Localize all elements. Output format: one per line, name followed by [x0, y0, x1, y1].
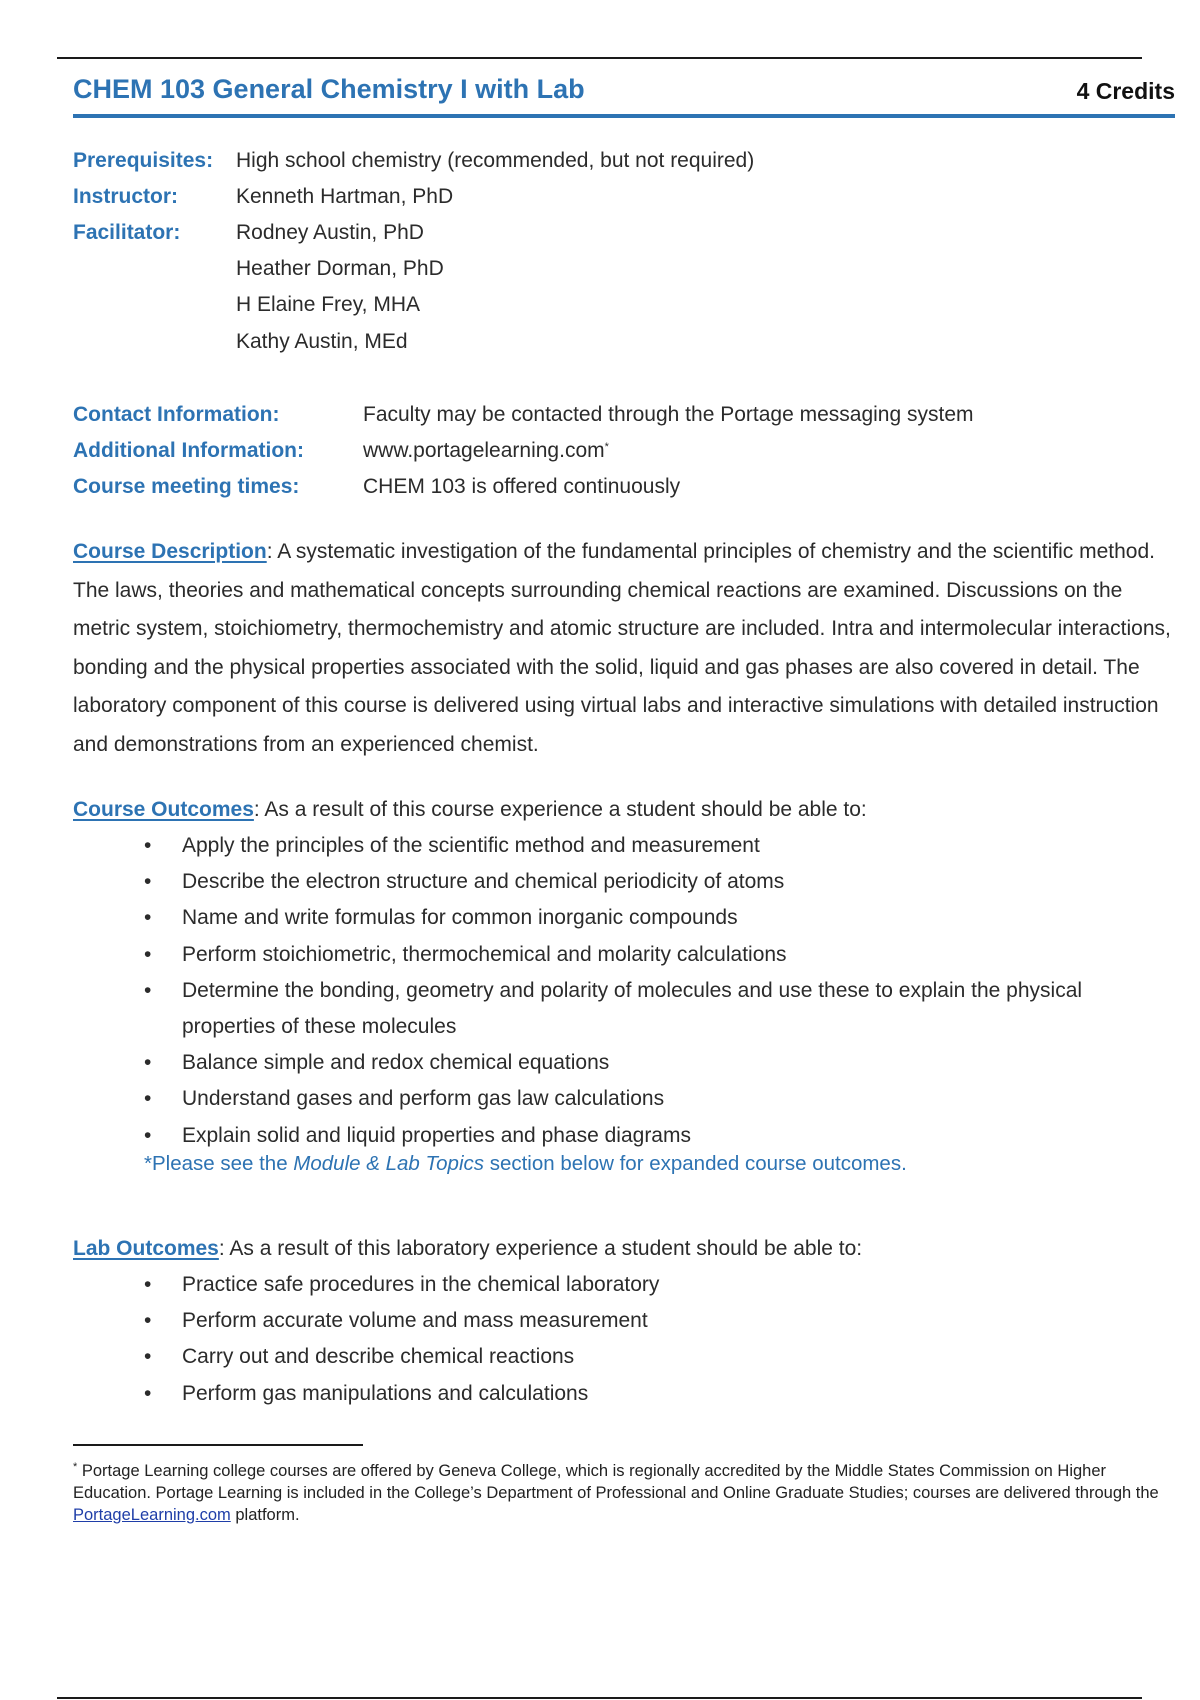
- facilitator-value: Rodney Austin, PhD: [236, 221, 424, 244]
- list-item-text: Understand gases and perform gas law calculations: [182, 1087, 665, 1111]
- list-item-text: Carry out and describe chemical reactions: [182, 1345, 575, 1369]
- list-item-text: Apply the principles of the scientific method and measurement: [182, 834, 760, 857]
- list-item-text: Explain solid and liquid properties and phase diagrams: [182, 1123, 691, 1147]
- footnote-marker: *: [604, 441, 609, 453]
- bullet-icon: •: [144, 834, 152, 857]
- footnote-text-end: platform.: [230, 1506, 300, 1524]
- contact-value: Faculty may be contacted through the Portage messaging system: [363, 403, 974, 426]
- additional-label: Additional Information:: [73, 439, 304, 462]
- facilitator-value: Heather Dorman, PhD: [236, 257, 444, 280]
- list-item: [136, 900, 1166, 936]
- outcomes-note-pre: *Please see the: [144, 1152, 294, 1175]
- list-item-text: Perform gas manipulations and calculations: [182, 1381, 589, 1405]
- prerequisites-label: Prerequisites:: [73, 149, 214, 172]
- list-item-text: Balance simple and redox chemical equations: [182, 1051, 610, 1075]
- lab-outcomes-heading: Lab Outcomes: [73, 1237, 219, 1260]
- website-link[interactable]: www.portagelearning.com: [363, 439, 605, 462]
- list-item: [136, 864, 1166, 900]
- bullet-icon: •: [144, 1381, 152, 1405]
- footnote: [73, 1460, 1173, 1526]
- list-item-text: Describe the electron structure and chemical periodicity of atoms: [182, 870, 785, 894]
- instructor-label: Instructor:: [73, 185, 178, 208]
- bullet-icon: •: [144, 906, 152, 930]
- bullet-icon: •: [144, 1087, 152, 1111]
- page-header: [73, 70, 1175, 118]
- portage-learning-link[interactable]: PortageLearning.com: [73, 1506, 231, 1524]
- course-description-heading: Course Description: [73, 540, 267, 563]
- top-rule: [57, 57, 1142, 59]
- footnote-text: Portage Learning college courses are offered by Geneva College, which is regionally accredited by the Middle States Commission on Higher Education. Portage Learning is included in the College’s Department of Professional and Online Graduate Studies; courses are delivered through the: [73, 1462, 1159, 1502]
- facilitator-label: Facilitator:: [73, 221, 181, 244]
- course-outcomes-header: [73, 795, 867, 825]
- list-item: [136, 937, 1166, 973]
- list-item: [136, 1339, 1166, 1375]
- contact-label: Contact Information:: [73, 403, 280, 426]
- list-item: [136, 973, 1166, 1045]
- footnote-mark: *: [73, 1461, 78, 1473]
- instructor-value: Kenneth Hartman, PhD: [236, 185, 454, 208]
- additional-value[interactable]: [363, 436, 609, 466]
- meeting-label: Course meeting times:: [73, 475, 300, 498]
- course-title: CHEM 103 General Chemistry I with Lab: [73, 74, 585, 104]
- bullet-icon: •: [144, 870, 152, 894]
- outcomes-note: [144, 1152, 907, 1176]
- meeting-value: CHEM 103 is offered continuously: [363, 475, 681, 498]
- footnote-rule: [73, 1444, 363, 1446]
- list-item-text: Name and write formulas for common inorganic compounds: [182, 906, 738, 930]
- list-item-text: Practice safe procedures in the chemical laboratory: [182, 1273, 660, 1296]
- bottom-rule: [57, 1697, 1142, 1699]
- facilitator-value: H Elaine Frey, MHA: [236, 293, 420, 316]
- course-outcomes-intro: : As a result of this course experience a student should be able to:: [253, 798, 867, 821]
- list-item: [136, 1376, 1166, 1412]
- bullet-icon: •: [144, 1273, 152, 1296]
- course-credits: 4 Credits: [1076, 78, 1175, 104]
- bullet-icon: •: [144, 1051, 152, 1075]
- prerequisites-value: High school chemistry (recommended, but not required): [236, 149, 755, 172]
- course-description-text: : A systematic investigation of the fundamental principles of chemistry and the scientific method. The laws, theories and mathematical concepts surrounding chemical reactions are examined. Discussions on the metric system, stoichiometry, thermochemistry and atomic structure are included. Intra and intermolecular interactions, bonding and the physical properties associated with the solid, liquid and gas phases are also covered in detail. The laboratory component of this course is delivered using virtual labs and interactive simulations with detailed instruction and demonstrations from an experienced chemist.: [73, 540, 1171, 756]
- facilitator-value: Kathy Austin, MEd: [236, 330, 408, 353]
- course-description: [73, 533, 1173, 764]
- bullet-icon: •: [144, 1345, 152, 1369]
- list-item-text: Perform accurate volume and mass measurement: [182, 1309, 648, 1333]
- outcomes-note-emphasis: Module & Lab Topics: [293, 1152, 484, 1175]
- bullet-icon: •: [144, 942, 152, 966]
- lab-outcomes-header: [73, 1234, 862, 1264]
- list-item-text: Determine the bonding, geometry and polarity of molecules and use these to explain the physical properties of these molecules: [182, 978, 1083, 1039]
- bullet-icon: •: [144, 978, 152, 1002]
- list-item: [136, 1267, 1166, 1303]
- course-outcomes-list: [136, 828, 1166, 1154]
- lab-outcomes-list: [136, 1267, 1166, 1412]
- outcomes-note-post: section below for expanded course outcomes.: [484, 1152, 907, 1175]
- list-item: [136, 1303, 1166, 1339]
- bullet-icon: •: [144, 1123, 152, 1147]
- course-outcomes-heading: Course Outcomes: [73, 798, 254, 821]
- list-item: [136, 1118, 1166, 1154]
- list-item: [136, 1081, 1166, 1117]
- list-item: [136, 828, 1166, 864]
- list-item-text: Perform stoichiometric, thermochemical and molarity calculations: [182, 942, 787, 966]
- list-item: [136, 1045, 1166, 1081]
- lab-outcomes-intro: : As a result of this laboratory experience a student should be able to:: [218, 1237, 863, 1260]
- bullet-icon: •: [144, 1309, 152, 1333]
